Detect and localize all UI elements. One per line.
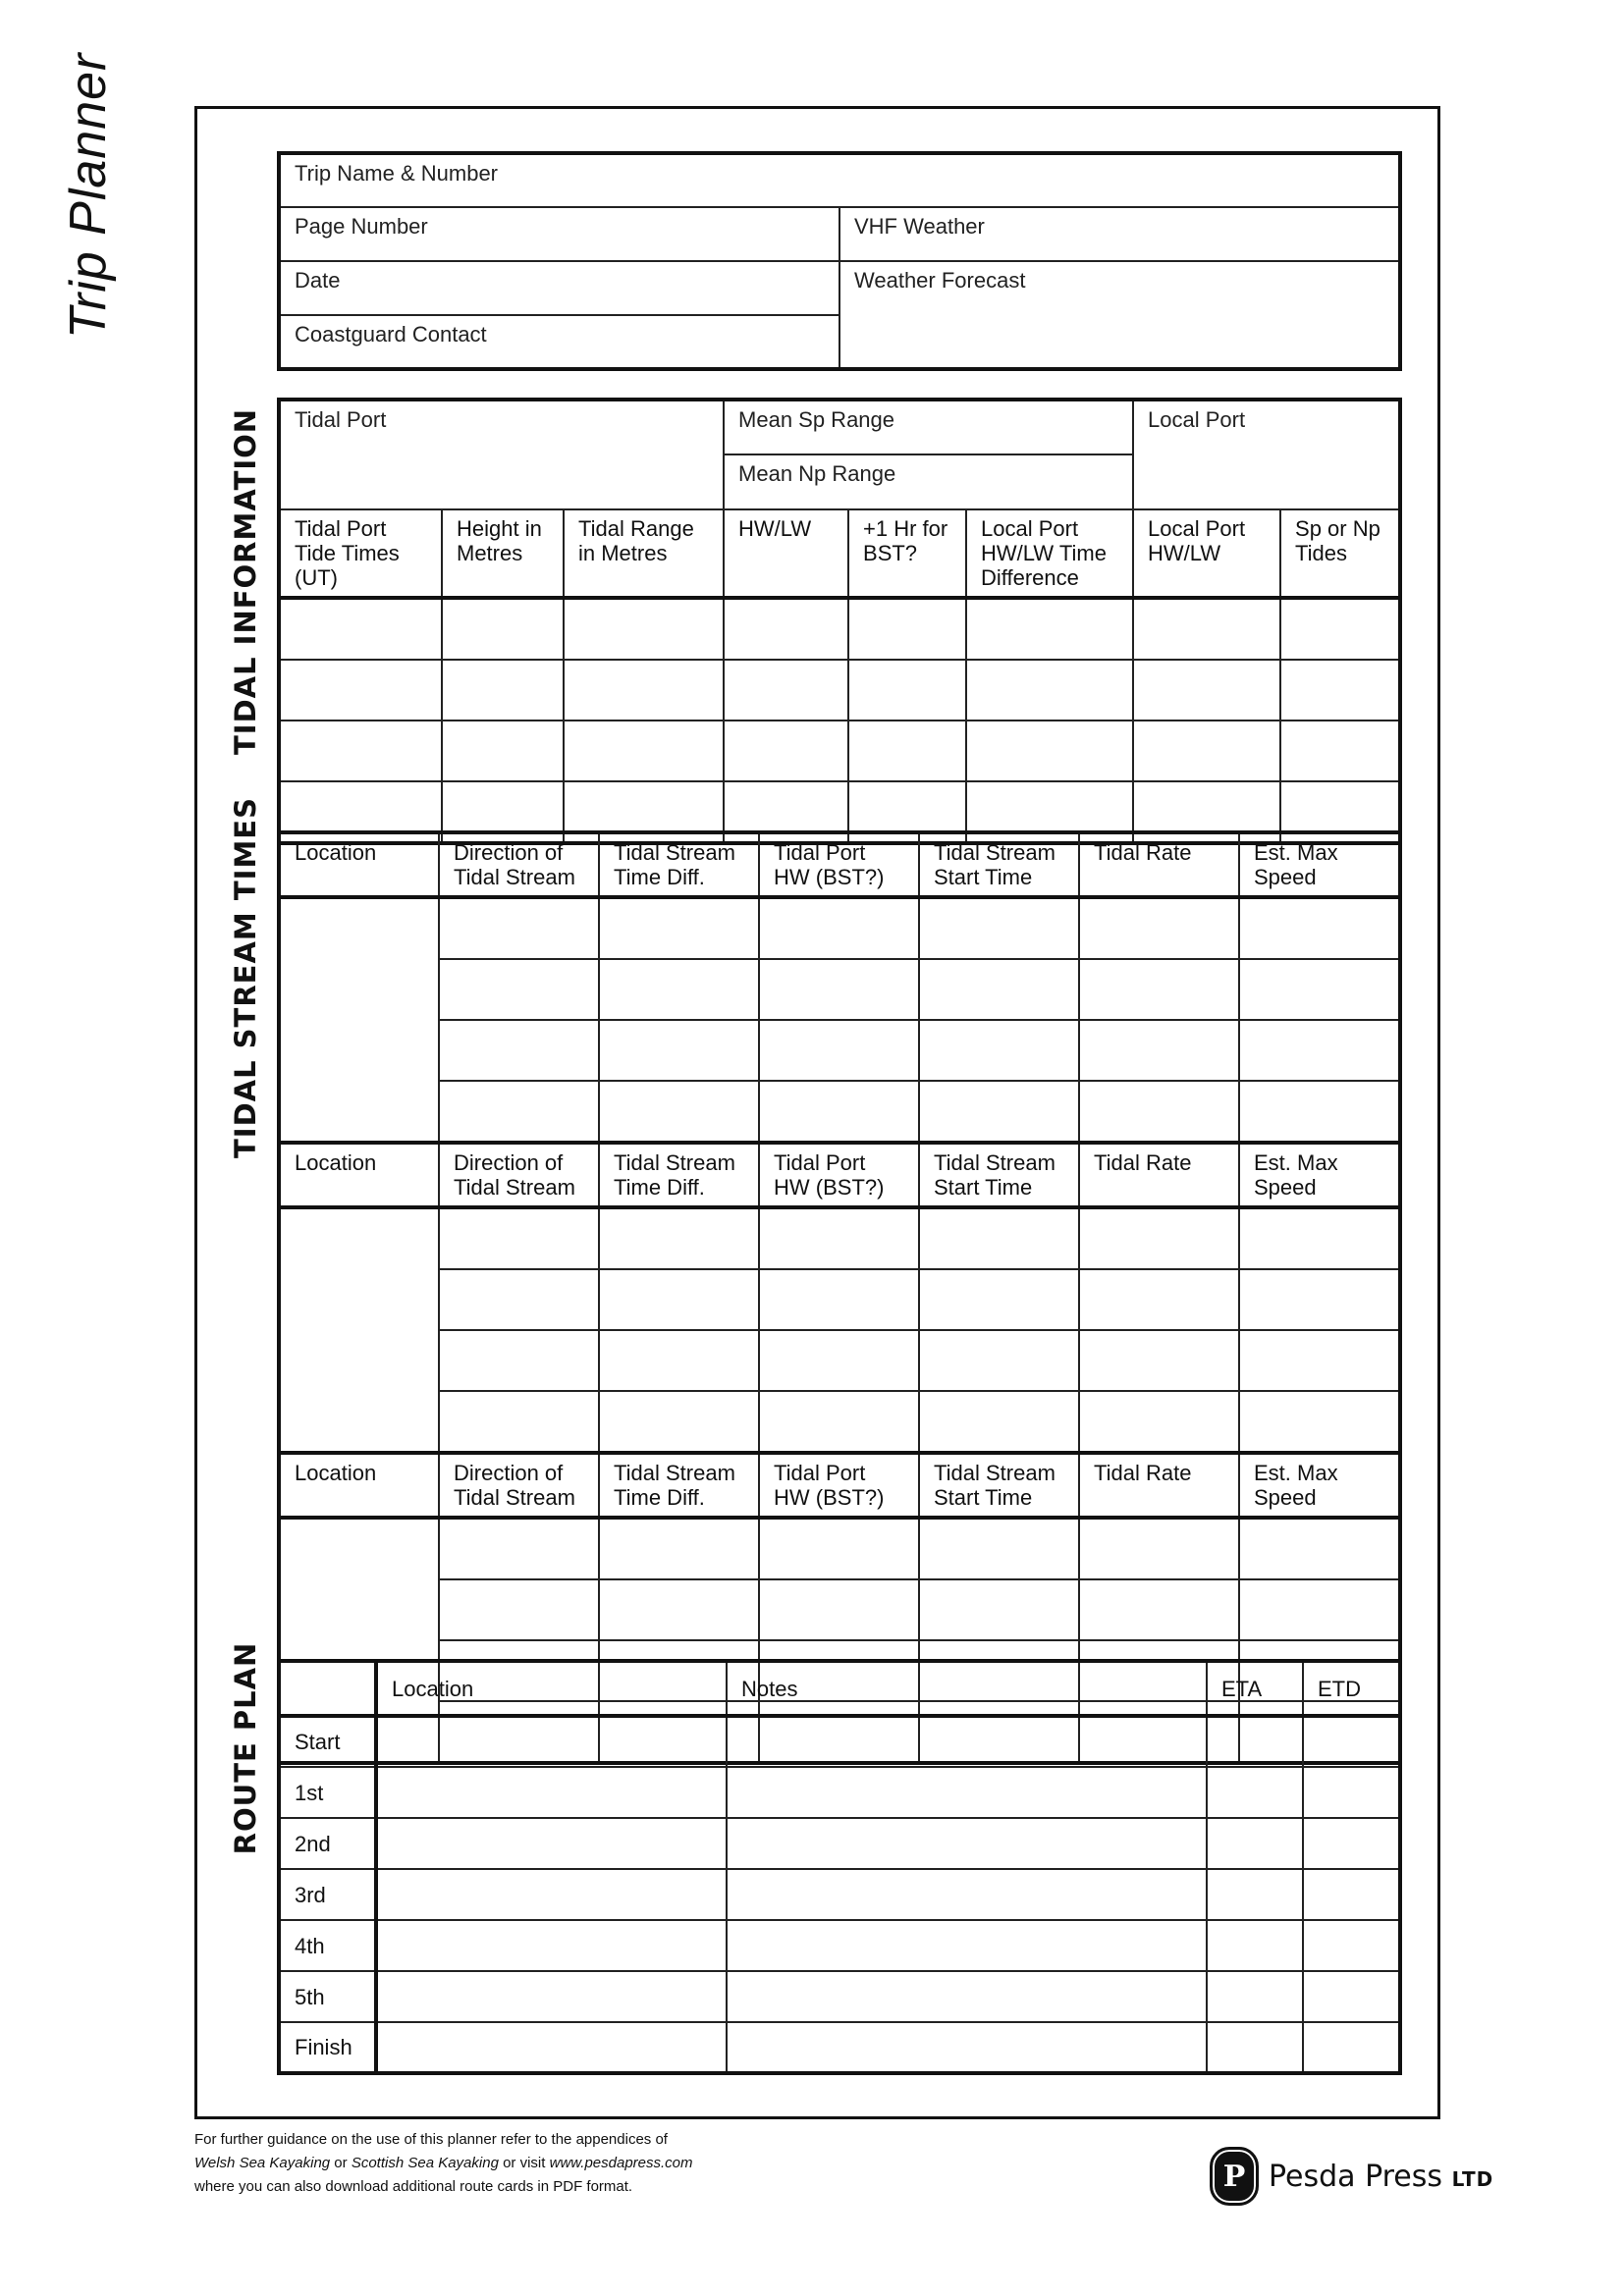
cell[interactable] (564, 660, 724, 721)
cell[interactable] (376, 1767, 727, 1818)
col-header: Est. Max Speed (1239, 1143, 1400, 1207)
cell[interactable] (439, 1330, 599, 1391)
footer-line-3: where you can also download additional route cards in PDF format. (194, 2178, 633, 2195)
cell[interactable] (376, 1818, 727, 1869)
col-header: HW/LW (724, 509, 848, 598)
cell[interactable] (1207, 1920, 1303, 1971)
cell[interactable] (439, 897, 599, 959)
col-header: Location (279, 1143, 439, 1207)
cell[interactable] (1079, 897, 1239, 959)
table-row (279, 1081, 1400, 1143)
cell[interactable] (1303, 1767, 1400, 1818)
cell[interactable] (564, 598, 724, 660)
cell[interactable] (1133, 721, 1280, 781)
col-header: Height in Metres (442, 509, 564, 598)
date-label: Date (295, 268, 341, 293)
row-label: 4th (279, 1920, 376, 1971)
cell[interactable] (1133, 660, 1280, 721)
cell[interactable] (1079, 1269, 1239, 1330)
table-row (279, 1330, 1400, 1391)
cell[interactable] (376, 1716, 727, 1767)
cell[interactable] (727, 1920, 1207, 1971)
cell[interactable] (1239, 1518, 1400, 1579)
mean-sp-range-field[interactable] (724, 400, 1133, 454)
table-row (279, 1920, 1400, 1971)
cell[interactable] (919, 1207, 1079, 1269)
cell[interactable] (1133, 598, 1280, 660)
cell[interactable] (376, 1920, 727, 1971)
local-port-field[interactable] (1133, 400, 1400, 509)
col-header: Est. Max Speed (1239, 832, 1400, 897)
table-row (279, 1269, 1400, 1330)
cell[interactable] (564, 721, 724, 781)
cell[interactable] (919, 1020, 1079, 1081)
cell[interactable] (848, 721, 966, 781)
coastguard-contact-label: Coastguard Contact (295, 322, 487, 347)
trip-name-label: Trip Name & Number (295, 161, 499, 186)
col-header: Tidal Stream Time Diff. (599, 1143, 759, 1207)
cell[interactable] (1239, 959, 1400, 1020)
local-port-label: Local Port (1148, 407, 1246, 432)
tidal-port-field[interactable] (279, 400, 724, 509)
section-label-tidal-stream-times: TIDAL STREAM TIMES (229, 797, 262, 1158)
cell[interactable] (439, 1207, 599, 1269)
cell[interactable] (279, 598, 442, 660)
col-header: Tidal Rate (1079, 1143, 1239, 1207)
cell[interactable] (1239, 1269, 1400, 1330)
cell[interactable] (759, 1518, 919, 1579)
weather-forecast-field[interactable] (839, 261, 1400, 369)
cell[interactable] (439, 959, 599, 1020)
col-header: +1 Hr for BST? (848, 509, 966, 598)
book-title-welsh: Welsh Sea Kayaking (194, 2155, 331, 2171)
col-header: Tidal Stream Start Time (919, 1143, 1079, 1207)
vhf-weather-field[interactable] (839, 207, 1400, 261)
cell[interactable] (439, 1269, 599, 1330)
cell[interactable] (599, 1518, 759, 1579)
cell[interactable] (439, 1579, 599, 1640)
book-title-scottish: Scottish Sea Kayaking (351, 2155, 499, 2171)
cell[interactable] (727, 2022, 1207, 2073)
cell[interactable] (919, 1518, 1079, 1579)
cell[interactable] (442, 660, 564, 721)
cell[interactable] (919, 1269, 1079, 1330)
website-link[interactable]: www.pesdapress.com (549, 2155, 693, 2171)
cell[interactable] (759, 897, 919, 959)
cell[interactable] (966, 660, 1133, 721)
cell[interactable] (439, 1518, 599, 1579)
row-label: Start (279, 1716, 376, 1767)
col-header: Tidal Stream Time Diff. (599, 1453, 759, 1518)
cell[interactable] (279, 660, 442, 721)
cell[interactable] (439, 1391, 599, 1453)
cell[interactable] (439, 1020, 599, 1081)
cell[interactable] (1303, 1818, 1400, 1869)
col-header: Tidal Port HW (BST?) (759, 1143, 919, 1207)
col-header: Tidal Port Tide Times (UT) (279, 509, 442, 598)
tidal-port-label: Tidal Port (295, 407, 387, 432)
cell[interactable] (1280, 721, 1400, 781)
row-label: Finish (279, 2022, 376, 2073)
table-row (279, 1579, 1400, 1640)
section-label-route-plan: ROUTE PLAN (229, 1641, 262, 1855)
cell[interactable] (599, 1391, 759, 1453)
col-header-blank (279, 1661, 376, 1716)
page-number-field[interactable] (279, 207, 839, 261)
table-row (279, 959, 1400, 1020)
table-row (279, 1767, 1400, 1818)
cell[interactable] (759, 1391, 919, 1453)
col-header: ETD (1303, 1661, 1400, 1716)
cell[interactable] (727, 1971, 1207, 2022)
table-row (279, 1391, 1400, 1453)
cell[interactable] (1303, 2022, 1400, 2073)
table-row (279, 1020, 1400, 1081)
cell[interactable] (1207, 2022, 1303, 2073)
cell[interactable] (1280, 598, 1400, 660)
mean-sp-range-label: Mean Sp Range (738, 407, 895, 432)
cell[interactable] (1079, 1207, 1239, 1269)
cell[interactable] (1079, 1518, 1239, 1579)
cell[interactable] (1239, 897, 1400, 959)
cell[interactable] (1079, 1081, 1239, 1143)
cell[interactable] (1079, 1330, 1239, 1391)
cell[interactable] (599, 959, 759, 1020)
cell[interactable] (919, 1579, 1079, 1640)
col-header: Tidal Range in Metres (564, 509, 724, 598)
cell[interactable] (376, 1971, 727, 2022)
mean-np-range-label: Mean Np Range (738, 461, 896, 486)
cell[interactable] (1239, 1020, 1400, 1081)
row-label: 1st (279, 1767, 376, 1818)
cell[interactable] (439, 1081, 599, 1143)
cell[interactable] (279, 721, 442, 781)
cell[interactable] (759, 1330, 919, 1391)
col-header: Tidal Stream Start Time (919, 1453, 1079, 1518)
cell[interactable] (1079, 1391, 1239, 1453)
trip-header-table (277, 151, 1402, 371)
cell[interactable] (724, 598, 848, 660)
col-header: Sp or Np Tides (1280, 509, 1400, 598)
cell[interactable] (759, 959, 919, 1020)
pesda-p-icon: P (1210, 2147, 1259, 2206)
row-label: 5th (279, 1971, 376, 2022)
publisher-name (1269, 2160, 1493, 2194)
cell[interactable] (724, 660, 848, 721)
page-title: Trip Planner (60, 52, 117, 339)
location-cell[interactable] (279, 897, 439, 1143)
cell[interactable] (759, 1020, 919, 1081)
row-label: 2nd (279, 1818, 376, 1869)
section-label-tidal-information: TIDAL INFORMATION (229, 407, 262, 755)
date-field[interactable] (279, 261, 839, 315)
table-row (279, 598, 1400, 660)
cell[interactable] (966, 721, 1133, 781)
footer-line-2 (194, 2152, 693, 2175)
cell[interactable] (1303, 1716, 1400, 1767)
cell[interactable] (759, 1269, 919, 1330)
route-plan-table (277, 1659, 1402, 2075)
col-header: Tidal Port HW (BST?) (759, 832, 919, 897)
cell[interactable] (1303, 1869, 1400, 1920)
table-row (279, 721, 1400, 781)
cell[interactable] (727, 1716, 1207, 1767)
cell[interactable] (1207, 1869, 1303, 1920)
cell[interactable] (759, 1081, 919, 1143)
tidal-stream-table (277, 830, 1402, 1765)
cell[interactable] (1239, 1207, 1400, 1269)
cell[interactable] (1239, 1391, 1400, 1453)
page-number-label: Page Number (295, 214, 428, 239)
cell[interactable] (727, 1767, 1207, 1818)
cell[interactable] (1303, 1971, 1400, 2022)
cell[interactable] (1079, 1579, 1239, 1640)
col-header: Tidal Stream Start Time (919, 832, 1079, 897)
col-header: Tidal Stream Time Diff. (599, 832, 759, 897)
table-row (279, 1971, 1400, 2022)
cell[interactable] (919, 1081, 1079, 1143)
cell[interactable] (759, 1579, 919, 1640)
vhf-weather-label: VHF Weather (854, 214, 985, 239)
cell[interactable] (1239, 1081, 1400, 1143)
col-header: Est. Max Speed (1239, 1453, 1400, 1518)
cell[interactable] (1207, 1767, 1303, 1818)
cell[interactable] (848, 598, 966, 660)
weather-forecast-label: Weather Forecast (854, 268, 1026, 293)
col-header: Direction of Tidal Stream (439, 832, 599, 897)
col-header: Location (279, 832, 439, 897)
cell[interactable] (727, 1818, 1207, 1869)
cell[interactable] (1280, 660, 1400, 721)
cell[interactable] (376, 1869, 727, 1920)
col-header: ETA (1207, 1661, 1303, 1716)
cell[interactable] (599, 1020, 759, 1081)
cell[interactable] (1303, 1920, 1400, 1971)
cell[interactable] (919, 1391, 1079, 1453)
col-header: Local Port HW/LW (1133, 509, 1280, 598)
cell[interactable] (848, 660, 966, 721)
cell[interactable] (599, 1269, 759, 1330)
cell[interactable] (919, 897, 1079, 959)
col-header: Local Port HW/LW Time Difference (966, 509, 1133, 598)
table-row (279, 1716, 1400, 1767)
col-header: Direction of Tidal Stream (439, 1453, 599, 1518)
footer-line-1: For further guidance on the use of this planner refer to the appendices of (194, 2131, 668, 2148)
cell[interactable] (442, 721, 564, 781)
cell[interactable] (966, 598, 1133, 660)
col-header: Location (279, 1453, 439, 1518)
table-row (279, 897, 1400, 959)
col-header: Tidal Rate (1079, 832, 1239, 897)
col-header: Notes (727, 1661, 1207, 1716)
publisher-suffix: LTD (1451, 2166, 1494, 2191)
cell[interactable] (1239, 1579, 1400, 1640)
coastguard-contact-field[interactable] (279, 315, 839, 369)
cell[interactable] (1239, 1330, 1400, 1391)
location-cell[interactable] (279, 1207, 439, 1453)
cell[interactable] (376, 2022, 727, 2073)
publisher-logo (1210, 2147, 1493, 2206)
col-header: Tidal Rate (1079, 1453, 1239, 1518)
mean-np-range-field[interactable] (724, 454, 1133, 509)
table-row (279, 1207, 1400, 1269)
publisher-name-text: Pesda Press (1269, 2159, 1443, 2194)
cell[interactable] (599, 897, 759, 959)
cell[interactable] (919, 959, 1079, 1020)
cell[interactable] (727, 1869, 1207, 1920)
table-row (279, 2022, 1400, 2073)
footer-or: or (330, 2155, 352, 2171)
cell[interactable] (1079, 1020, 1239, 1081)
cell[interactable] (599, 1207, 759, 1269)
cell[interactable] (1207, 1818, 1303, 1869)
footer-note (194, 2128, 693, 2199)
cell[interactable] (1079, 959, 1239, 1020)
col-header: Direction of Tidal Stream (439, 1143, 599, 1207)
cell[interactable] (1207, 1716, 1303, 1767)
col-header: Location (376, 1661, 727, 1716)
footer-or-visit: or visit (498, 2155, 550, 2171)
table-row (279, 1818, 1400, 1869)
table-row (279, 1869, 1400, 1920)
cell[interactable] (599, 1579, 759, 1640)
table-row (279, 660, 1400, 721)
cell[interactable] (919, 1330, 1079, 1391)
tidal-information-table (277, 398, 1402, 845)
table-row (279, 1518, 1400, 1579)
cell[interactable] (759, 1207, 919, 1269)
cell[interactable] (724, 721, 848, 781)
col-header: Tidal Port HW (BST?) (759, 1453, 919, 1518)
cell[interactable] (599, 1330, 759, 1391)
row-label: 3rd (279, 1869, 376, 1920)
trip-name-field[interactable] (279, 153, 1400, 207)
cell[interactable] (1207, 1971, 1303, 2022)
cell[interactable] (599, 1081, 759, 1143)
cell[interactable] (442, 598, 564, 660)
